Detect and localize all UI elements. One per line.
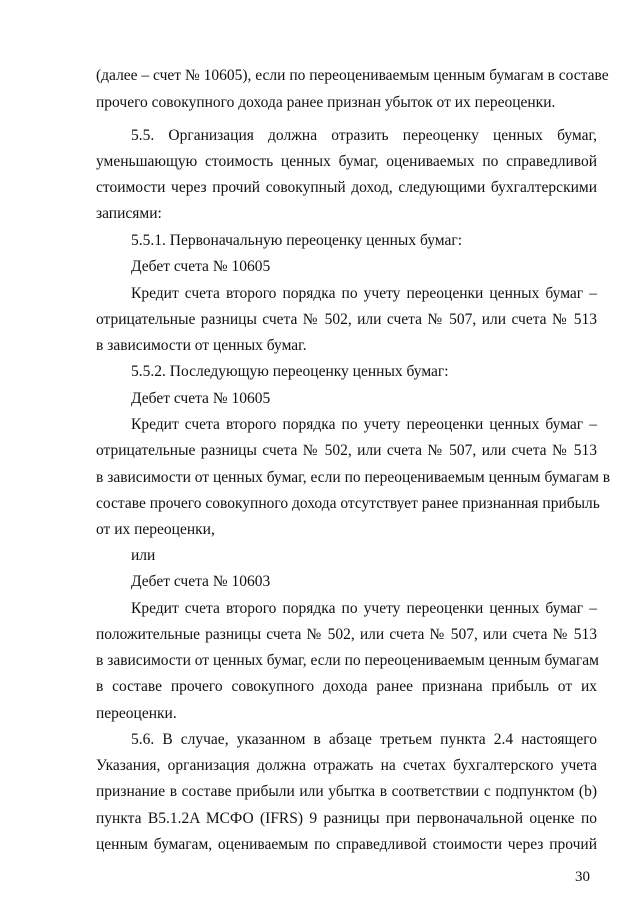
text-line: 5.6. В случае, указанном в абзаце третьем пункта 2.4 настоящего xyxy=(131,731,597,748)
text-line: положительные разницы счета № 502, или счета № 507, или счета № 513 xyxy=(96,626,597,643)
text-line: в зависимости от ценных бумаг. xyxy=(96,337,307,354)
text-line: Дебет счета № 10605 xyxy=(131,258,271,275)
text-line: Дебет счета № 10605 xyxy=(131,390,271,407)
text-line: Дебет счета № 10603 xyxy=(131,573,271,590)
text-line: стоимости через прочий совокупный доход, следующими бухгалтерскими xyxy=(96,179,597,196)
text-line: признание в составе прибыли или убытка в соответствии с подпунктом (b) xyxy=(96,783,597,800)
text-line: 5.5. Организация должна отразить переоценку ценных бумаг, xyxy=(131,127,597,144)
text-line: уменьшающую стоимость ценных бумаг, оцениваемых по справедливой xyxy=(96,153,597,170)
text-line: Кредит счета второго порядка по учету переоценки ценных бумаг – xyxy=(131,416,597,433)
text-line: Кредит счета второго порядка по учету переоценки ценных бумаг – xyxy=(131,600,597,617)
text-line: Кредит счета второго порядка по учету переоценки ценных бумаг – xyxy=(131,285,597,302)
text-line: записями: xyxy=(96,205,162,222)
page-number: 30 xyxy=(575,869,590,885)
text-line: переоценки. xyxy=(96,705,177,722)
text-line: Указания, организация должна отражать на счетах бухгалтерского учета xyxy=(96,757,597,774)
text-line: пункта B5.1.2A МСФО (IFRS) 9 разницы при первоначальной оценке по xyxy=(96,810,597,827)
text-line: в зависимости от ценных бумаг, если по переоцениваемым ценным бумагам в xyxy=(96,469,611,486)
text-line: составе прочего совокупного дохода отсутствует ранее признанная прибыль xyxy=(96,495,600,512)
text-line: отрицательные разницы счета № 502, или счета № 507, или счета № 513 xyxy=(96,442,597,459)
text-line: или xyxy=(131,547,156,564)
text-line: в составе прочего совокупного дохода ранее признана прибыль от их xyxy=(96,678,597,695)
text-line: отрицательные разницы счета № 502, или счета № 507, или счета № 513 xyxy=(96,311,597,328)
text-line: (далее – счет № 10605), если по переоцениваемым ценным бумагам в составе xyxy=(96,67,609,84)
text-line: прочего совокупного дохода ранее признан убыток от их переоценки. xyxy=(96,94,556,111)
text-line: 5.5.2. Последующую переоценку ценных бумаг: xyxy=(131,363,449,380)
text-line: в зависимости от ценных бумаг, если по переоцениваемым ценным бумагам xyxy=(96,652,599,669)
text-line: от их переоценки, xyxy=(96,521,215,538)
text-line: ценным бумагам, оцениваемым по справедливой стоимости через прочий xyxy=(96,836,597,853)
text-line: 5.5.1. Первоначальную переоценку ценных бумаг: xyxy=(131,232,463,249)
